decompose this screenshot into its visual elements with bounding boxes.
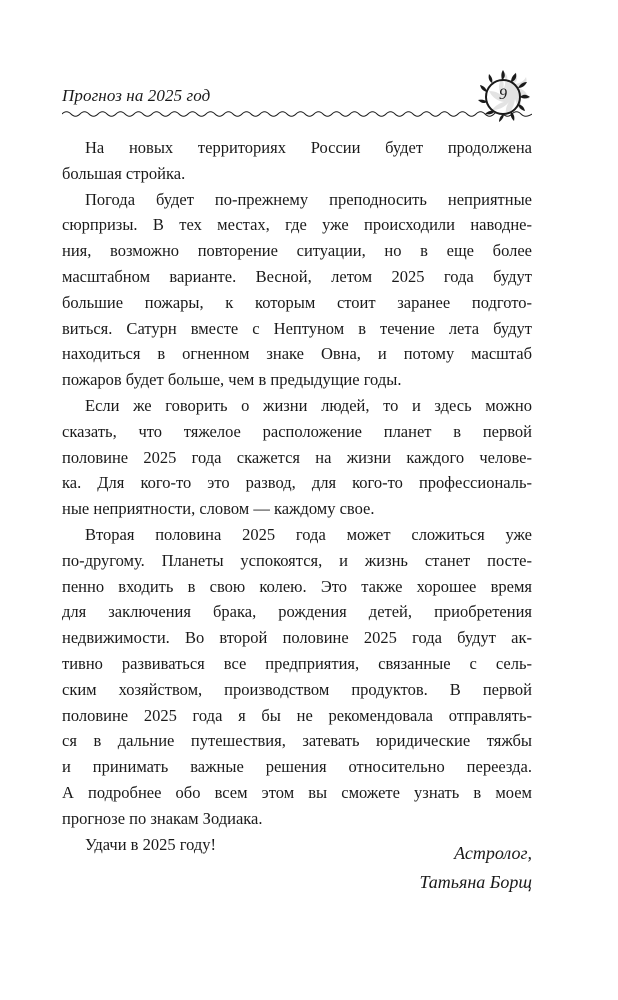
text-line: половине 2025 года скажется на жизни каждого челове- xyxy=(62,447,532,467)
wavy-divider xyxy=(62,110,532,118)
text-line: Если же говорить о жизни людей, то и здесь можно xyxy=(85,395,532,415)
text-line: ка. Для кого-то это развод, для кого-то профессиональ- xyxy=(62,473,532,493)
text-line: большие пожары, к которым стоит заранее подгото- xyxy=(62,292,532,312)
text-line: ским хозяйством, производством продуктов. В первой xyxy=(62,679,532,699)
text-line: прогнозе по знакам Зодиака. xyxy=(62,808,263,828)
text-line: Удачи в 2025 году! xyxy=(85,834,216,854)
text-line: сказать, что тяжелое расположение планет в первой xyxy=(62,421,532,441)
page-number-badge xyxy=(474,68,532,126)
text-line: находиться в огненном знаке Овна, и потому масштаб xyxy=(62,344,532,364)
text-line: и принимать важные решения относительно переезда. xyxy=(62,757,532,777)
text-line: большая стройка. xyxy=(62,163,186,183)
article-body xyxy=(62,135,532,857)
text-line: ся в дальние путешествия, затевать юридические тяжбы xyxy=(62,731,532,751)
text-line: для заключения брака, рождения детей, приобретения xyxy=(62,602,532,622)
text-line: пожаров будет больше, чем в предыдущие годы. xyxy=(62,370,402,390)
page-number: 9 xyxy=(499,86,507,103)
text-line: ные неприятности, словом — каждому свое. xyxy=(62,499,375,519)
text-line: ния, возможно повторение ситуации, но в еще более xyxy=(62,241,532,261)
text-line: Погода будет по-прежнему преподносить неприятные xyxy=(85,189,532,209)
signature xyxy=(312,839,532,897)
text-line: половине 2025 года я бы не рекомендовала отправлять- xyxy=(62,705,532,725)
text-line: виться. Сатурн вместе с Нептуном в течение лета будут xyxy=(62,318,532,338)
text-line: тивно развиваться все предприятия, связанные с сель- xyxy=(62,653,532,673)
text-line: по-другому. Планеты успокоятся, и жизнь станет посте- xyxy=(62,550,532,570)
text-line: масштабном варианте. Весной, летом 2025 года будут xyxy=(62,266,532,286)
text-line: На новых территориях России будет продолжена xyxy=(85,138,532,157)
text-line: пенно входить в свою колею. Это также хорошее время xyxy=(62,576,532,596)
text-line: сюрпризы. В тех местах, где уже происходили наводне- xyxy=(62,215,532,235)
text-line: А подробнее обо всем этом вы сможете узнать в моем xyxy=(62,782,532,802)
text-line: недвижимости. Во второй половине 2025 года будут ак- xyxy=(62,628,532,648)
running-header-title: Прогноз на 2025 год xyxy=(62,86,211,105)
text-line: Вторая половина 2025 года может сложиться уже xyxy=(85,524,532,544)
signature-role: Астролог, xyxy=(454,843,532,863)
signature-name: Татьяна Борщ xyxy=(419,872,532,892)
